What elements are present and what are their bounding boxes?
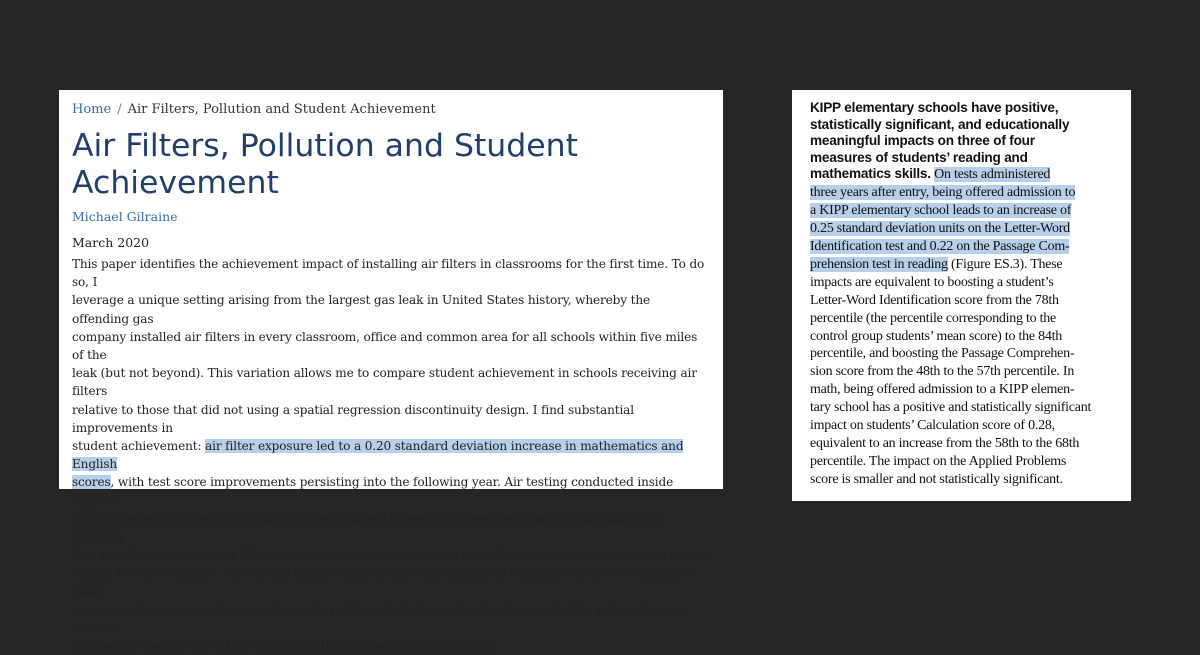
body-line: tary school has a positive and statistically significant: [810, 400, 1092, 416]
lead-line: measures of students’ reading and: [810, 149, 1028, 165]
report-excerpt-panel: [792, 90, 1131, 501]
abstract-line: student achievement and, given that underprivileged students attend schools in highly polluted areas, one that: [72, 602, 686, 636]
author-link[interactable]: Michael Gilraine: [72, 209, 178, 224]
lead-line: KIPP elementary schools have positive,: [810, 100, 1059, 115]
abstract-line: This paper identifies the achievement impact of installing air filters in classrooms for the first time. To do so, I: [72, 257, 705, 290]
body-line: impact on students’ Calculation score of 0.28,: [810, 418, 1055, 434]
publication-date: March 2020: [72, 235, 150, 250]
highlighted-text: On tests administered: [934, 167, 1051, 183]
highlighted-text: scores: [72, 475, 111, 490]
abstract-line: during the leak (but before air filters were installed) showed no presence of natural gas pollutants, implying: [72, 511, 667, 545]
breadcrumb-separator: /: [117, 102, 122, 117]
body-line: equivalent to an increase from the 58th to the 68th: [810, 435, 1080, 451]
abstract-line: that the effectiveness of air filters came from removing common air pollutants and so these results should: [72, 548, 709, 563]
breadcrumb-current: Air Filters, Pollution and Student Achievement: [127, 102, 436, 117]
article-panel: [59, 90, 723, 654]
breadcrumb-home-link[interactable]: Home: [72, 102, 112, 117]
body-line: (Figure ES.3). These: [947, 256, 1063, 272]
highlighted-text: 0.25 standard deviation units on the Letter-Word: [810, 221, 1070, 237]
abstract-line: leak (but not beyond). This variation allows me to compare student achievement in schools receiving air filters: [72, 366, 697, 399]
highlighted-text: Identification test and 0.22 on the Passage Com-: [810, 239, 1070, 254]
abstract-line: extend to other settings. The results indicate that air filter installation is a highly cost-effective policy to raise: [72, 566, 696, 599]
body-line: math, being offered admission to a KIPP elemen-: [810, 382, 1075, 398]
body-line: Letter-Word Identification score from the 78th: [810, 292, 1059, 308]
breadcrumb: [72, 101, 710, 121]
body-line: percentile. The impact on the Applied Problems: [810, 453, 1067, 469]
abstract-line: can reduce the pervasive test score gaps that plague public education.: [72, 639, 497, 654]
abstract-line: student achievement:: [72, 439, 206, 454]
title-line: Air Filters, Pollution and Student: [72, 128, 578, 164]
body-line: percentile, and boosting the Passage Comprehen-: [810, 346, 1075, 362]
highlighted-text: a KIPP elementary school leads to an increase of: [810, 203, 1072, 219]
abstract-line: company installed air filters in every classroom, office and common area for all schools within five miles of the: [72, 329, 698, 363]
abstract-line: , with test score improvements persisting into the following year. Air testing conducted inside schools: [72, 475, 674, 508]
body-line: score is smaller and not statistically significant.: [810, 471, 1063, 487]
body-line: impacts are equivalent to boosting a student’s: [810, 274, 1054, 290]
lead-line: meaningful impacts on three of four: [810, 133, 1035, 149]
abstract-line: leverage a unique setting arising from the largest gas leak in United States history, whereby the offending gas: [72, 293, 650, 326]
highlighted-text: air filter exposure led to a 0.20 standard deviation increase in mathematics and English: [72, 439, 684, 472]
body-line: percentile (the percentile corresponding to the: [810, 310, 1056, 326]
body-line: sion score from the 48th to the 57th percentile. In: [810, 364, 1075, 380]
body-line: control group students’ mean score) to the 84th: [810, 328, 1062, 344]
title-line: Achievement: [72, 165, 279, 201]
report-text: [810, 100, 1121, 489]
lead-line: mathematics skills.: [810, 166, 931, 182]
page-title: [72, 128, 710, 202]
abstract-line: relative to those that did not using a spatial regression discontinuity design. I find substantial improvements in: [72, 402, 634, 435]
highlighted-text: three years after entry, being offered admission to: [810, 185, 1076, 201]
abstract: [72, 255, 710, 655]
highlighted-text: prehension test in reading: [810, 256, 948, 272]
lead-line: statistically significant, and educationally: [810, 116, 1070, 132]
